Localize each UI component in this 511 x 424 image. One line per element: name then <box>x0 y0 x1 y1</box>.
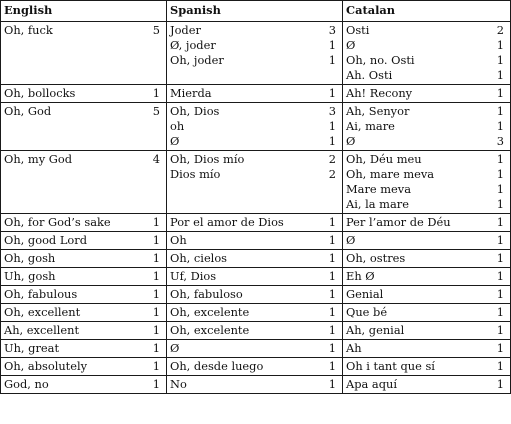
header-english: English <box>1 1 130 22</box>
spanish-count: 1 <box>328 269 336 283</box>
table-row <box>1 103 511 151</box>
catalan-phrase: Que bé <box>346 305 388 319</box>
spanish-phrase-cell <box>167 304 300 322</box>
spanish-phrase-cell <box>167 214 300 232</box>
catalan-phrase: Ah <box>346 341 362 355</box>
spanish-count: 1 <box>328 359 336 373</box>
english-count-cell <box>130 22 167 85</box>
spanish-phrase: Uf, Dios <box>170 269 217 283</box>
spanish-count: 1 <box>328 323 336 337</box>
spanish-count: 1 <box>328 305 336 319</box>
table-row <box>1 358 511 376</box>
english-phrase-cell <box>1 376 130 394</box>
table-row <box>1 376 511 394</box>
spanish-phrase: Oh, excelente <box>170 323 250 337</box>
spanish-count-cell <box>300 151 343 214</box>
catalan-phrase-cell <box>343 151 471 214</box>
catalan-count: 1 <box>496 377 504 391</box>
english-count: 1 <box>152 359 160 373</box>
english-phrase: Uh, gosh <box>4 269 56 283</box>
table-row <box>1 340 511 358</box>
spanish-phrase: Oh, fabuloso <box>170 287 243 301</box>
english-phrase-cell <box>1 85 130 103</box>
english-count-cell <box>130 304 167 322</box>
spanish-phrase-cell <box>167 322 300 340</box>
english-count: 1 <box>152 233 160 247</box>
english-count: 1 <box>152 287 160 301</box>
table-row <box>1 268 511 286</box>
spanish-phrase-cell <box>167 250 300 268</box>
table-row <box>1 232 511 250</box>
english-phrase: Uh, great <box>4 341 60 355</box>
english-phrase-cell <box>1 214 130 232</box>
spanish-count: 3 <box>328 23 336 37</box>
spanish-phrase: Oh, cielos <box>170 251 228 265</box>
english-phrase: Oh, fuck <box>4 23 53 37</box>
spanish-phrase-cell <box>167 85 300 103</box>
spanish-phrase: Dios mío <box>170 167 221 181</box>
catalan-phrase: Apa aquí <box>346 377 397 391</box>
spanish-count-cell <box>300 322 343 340</box>
catalan-count: 1 <box>496 359 504 373</box>
catalan-phrase: Oh, ostres <box>346 251 406 265</box>
spanish-phrase-cell <box>167 358 300 376</box>
english-phrase-cell <box>1 322 130 340</box>
english-count-cell <box>130 232 167 250</box>
spanish-phrase-cell <box>167 232 300 250</box>
english-count-cell <box>130 376 167 394</box>
spanish-count: 1 <box>328 53 336 67</box>
english-count: 1 <box>152 305 160 319</box>
spanish-count-cell <box>300 286 343 304</box>
spanish-phrase: Mierda <box>170 86 212 100</box>
english-count-cell <box>130 322 167 340</box>
catalan-phrase-cell <box>343 250 471 268</box>
header-spanish-count <box>300 1 343 22</box>
english-phrase: Oh, God <box>4 104 52 118</box>
english-phrase-cell <box>1 340 130 358</box>
spanish-count-cell <box>300 214 343 232</box>
spanish-count: 1 <box>328 86 336 100</box>
english-count-cell <box>130 214 167 232</box>
catalan-phrase-cell <box>343 22 471 85</box>
english-phrase-cell <box>1 250 130 268</box>
catalan-count-cell <box>471 286 511 304</box>
english-count-cell <box>130 85 167 103</box>
spanish-phrase: oh <box>170 119 185 133</box>
catalan-phrase: Oh i tant que sí <box>346 359 435 373</box>
header-spanish: Spanish <box>167 1 300 22</box>
english-phrase: Oh, bollocks <box>4 86 76 100</box>
english-phrase: Oh, excellent <box>4 305 81 319</box>
catalan-count-cell <box>471 250 511 268</box>
english-count-cell <box>130 358 167 376</box>
english-count: 1 <box>152 215 160 229</box>
catalan-count: 1 <box>496 197 504 211</box>
english-phrase: Oh, gosh <box>4 251 56 265</box>
catalan-phrase: Ah, genial <box>346 323 405 337</box>
catalan-count: 1 <box>496 152 504 166</box>
spanish-phrase: Oh, excelente <box>170 305 250 319</box>
english-count-cell <box>130 250 167 268</box>
catalan-phrase: Eh Ø <box>346 269 375 283</box>
catalan-phrase: Osti <box>346 23 370 37</box>
catalan-phrase-cell <box>343 103 471 151</box>
table-body <box>1 22 511 394</box>
english-count: 1 <box>152 86 160 100</box>
spanish-count: 1 <box>328 341 336 355</box>
spanish-count: 1 <box>328 38 336 52</box>
english-count: 5 <box>152 23 160 37</box>
spanish-count: 1 <box>328 119 336 133</box>
header-catalan: Catalan <box>343 1 471 22</box>
catalan-phrase: Oh, mare meva <box>346 167 435 181</box>
english-phrase: Oh, fabulous <box>4 287 78 301</box>
catalan-count: 2 <box>496 23 504 37</box>
header-catalan-count <box>471 1 511 22</box>
catalan-count: 1 <box>496 233 504 247</box>
catalan-count: 1 <box>496 251 504 265</box>
catalan-count-cell <box>471 22 511 85</box>
spanish-phrase: No <box>170 377 187 391</box>
spanish-count: 2 <box>328 152 336 166</box>
spanish-phrase-cell <box>167 268 300 286</box>
catalan-phrase-cell <box>343 214 471 232</box>
catalan-phrase: Ai, la mare <box>346 197 409 211</box>
english-count: 5 <box>152 104 160 118</box>
catalan-count-cell <box>471 103 511 151</box>
catalan-phrase-cell <box>343 376 471 394</box>
spanish-count: 1 <box>328 377 336 391</box>
catalan-count: 1 <box>496 38 504 52</box>
catalan-phrase: Ai, mare <box>346 119 395 133</box>
catalan-count-cell <box>471 304 511 322</box>
table-row <box>1 250 511 268</box>
catalan-phrase-cell <box>343 85 471 103</box>
catalan-phrase: Oh, no. Osti <box>346 53 415 67</box>
catalan-count: 1 <box>496 104 504 118</box>
catalan-count-cell <box>471 85 511 103</box>
spanish-count-cell <box>300 85 343 103</box>
catalan-count: 1 <box>496 215 504 229</box>
spanish-phrase: Oh, Dios mío <box>170 152 245 166</box>
spanish-phrase: Por el amor de Dios <box>170 215 284 229</box>
spanish-count-cell <box>300 232 343 250</box>
spanish-phrase-cell <box>167 151 300 214</box>
english-count: 1 <box>152 377 160 391</box>
header-row <box>1 1 511 22</box>
catalan-count-cell <box>471 322 511 340</box>
english-phrase: Ah, excellent <box>4 323 80 337</box>
spanish-count-cell <box>300 304 343 322</box>
catalan-phrase-cell <box>343 322 471 340</box>
spanish-phrase-cell <box>167 286 300 304</box>
spanish-count-cell <box>300 268 343 286</box>
catalan-count: 1 <box>496 287 504 301</box>
catalan-phrase: Ah. Osti <box>346 68 393 82</box>
catalan-count: 3 <box>496 134 504 148</box>
spanish-count-cell <box>300 358 343 376</box>
spanish-count: 1 <box>328 233 336 247</box>
table-row <box>1 286 511 304</box>
catalan-phrase-cell <box>343 340 471 358</box>
catalan-phrase-cell <box>343 268 471 286</box>
catalan-count: 1 <box>496 86 504 100</box>
catalan-phrase: Ø <box>346 134 356 148</box>
english-phrase-cell <box>1 22 130 85</box>
english-phrase: Oh, my God <box>4 152 73 166</box>
english-count-cell <box>130 286 167 304</box>
spanish-count-cell <box>300 376 343 394</box>
english-phrase-cell <box>1 304 130 322</box>
catalan-count: 1 <box>496 341 504 355</box>
spanish-count-cell <box>300 103 343 151</box>
spanish-phrase-cell <box>167 376 300 394</box>
english-count-cell <box>130 268 167 286</box>
spanish-count: 1 <box>328 134 336 148</box>
catalan-count-cell <box>471 268 511 286</box>
catalan-phrase: Ah, Senyor <box>346 104 410 118</box>
spanish-phrase: Joder <box>170 23 201 37</box>
catalan-count: 1 <box>496 182 504 196</box>
english-phrase: God, no <box>4 377 49 391</box>
table-row <box>1 151 511 214</box>
spanish-phrase: Ø <box>170 134 180 148</box>
spanish-phrase-cell <box>167 340 300 358</box>
catalan-phrase-cell <box>343 304 471 322</box>
catalan-phrase: Ah! Recony <box>346 86 413 100</box>
catalan-phrase-cell <box>343 232 471 250</box>
english-phrase-cell <box>1 103 130 151</box>
catalan-phrase-cell <box>343 358 471 376</box>
spanish-phrase: Oh <box>170 233 187 247</box>
english-count: 1 <box>152 251 160 265</box>
spanish-count-cell <box>300 340 343 358</box>
english-phrase: Oh, good Lord <box>4 233 87 247</box>
catalan-phrase: Genial <box>346 287 384 301</box>
english-phrase-cell <box>1 151 130 214</box>
spanish-count: 1 <box>328 215 336 229</box>
english-count-cell <box>130 340 167 358</box>
spanish-count: 3 <box>328 104 336 118</box>
catalan-phrase: Ø <box>346 233 356 247</box>
catalan-count-cell <box>471 151 511 214</box>
table-row <box>1 214 511 232</box>
catalan-count: 1 <box>496 119 504 133</box>
english-count: 1 <box>152 269 160 283</box>
table-row <box>1 22 511 85</box>
english-count-cell <box>130 151 167 214</box>
spanish-phrase: Ø, joder <box>170 38 216 52</box>
catalan-phrase: Mare meva <box>346 182 412 196</box>
spanish-phrase: Oh, joder <box>170 53 224 67</box>
catalan-count-cell <box>471 376 511 394</box>
catalan-count: 1 <box>496 68 504 82</box>
table-row <box>1 85 511 103</box>
catalan-phrase: Oh, Déu meu <box>346 152 422 166</box>
catalan-count: 1 <box>496 323 504 337</box>
catalan-count: 1 <box>496 167 504 181</box>
catalan-count-cell <box>471 232 511 250</box>
catalan-count-cell <box>471 340 511 358</box>
spanish-count-cell <box>300 250 343 268</box>
spanish-phrase: Oh, Dios <box>170 104 220 118</box>
catalan-phrase: Per l’amor de Déu <box>346 215 451 229</box>
spanish-phrase: Ø <box>170 341 180 355</box>
english-phrase-cell <box>1 358 130 376</box>
table-row <box>1 304 511 322</box>
catalan-count: 1 <box>496 53 504 67</box>
spanish-count: 1 <box>328 251 336 265</box>
catalan-count-cell <box>471 358 511 376</box>
table-row <box>1 322 511 340</box>
spanish-phrase-cell <box>167 22 300 85</box>
spanish-phrase: Oh, desde luego <box>170 359 264 373</box>
catalan-phrase: Ø <box>346 38 356 52</box>
english-count-cell <box>130 103 167 151</box>
english-count: 1 <box>152 323 160 337</box>
spanish-count-cell <box>300 22 343 85</box>
catalan-count: 1 <box>496 269 504 283</box>
english-count: 4 <box>152 152 160 166</box>
spanish-count: 1 <box>328 287 336 301</box>
catalan-count-cell <box>471 214 511 232</box>
header-english-count <box>130 1 167 22</box>
spanish-phrase-cell <box>167 103 300 151</box>
catalan-phrase-cell <box>343 286 471 304</box>
english-phrase-cell <box>1 268 130 286</box>
catalan-count: 1 <box>496 305 504 319</box>
english-phrase-cell <box>1 232 130 250</box>
spanish-count: 2 <box>328 167 336 181</box>
english-phrase-cell <box>1 286 130 304</box>
english-phrase: Oh, for God’s sake <box>4 215 111 229</box>
english-phrase: Oh, absolutely <box>4 359 88 373</box>
english-count: 1 <box>152 341 160 355</box>
